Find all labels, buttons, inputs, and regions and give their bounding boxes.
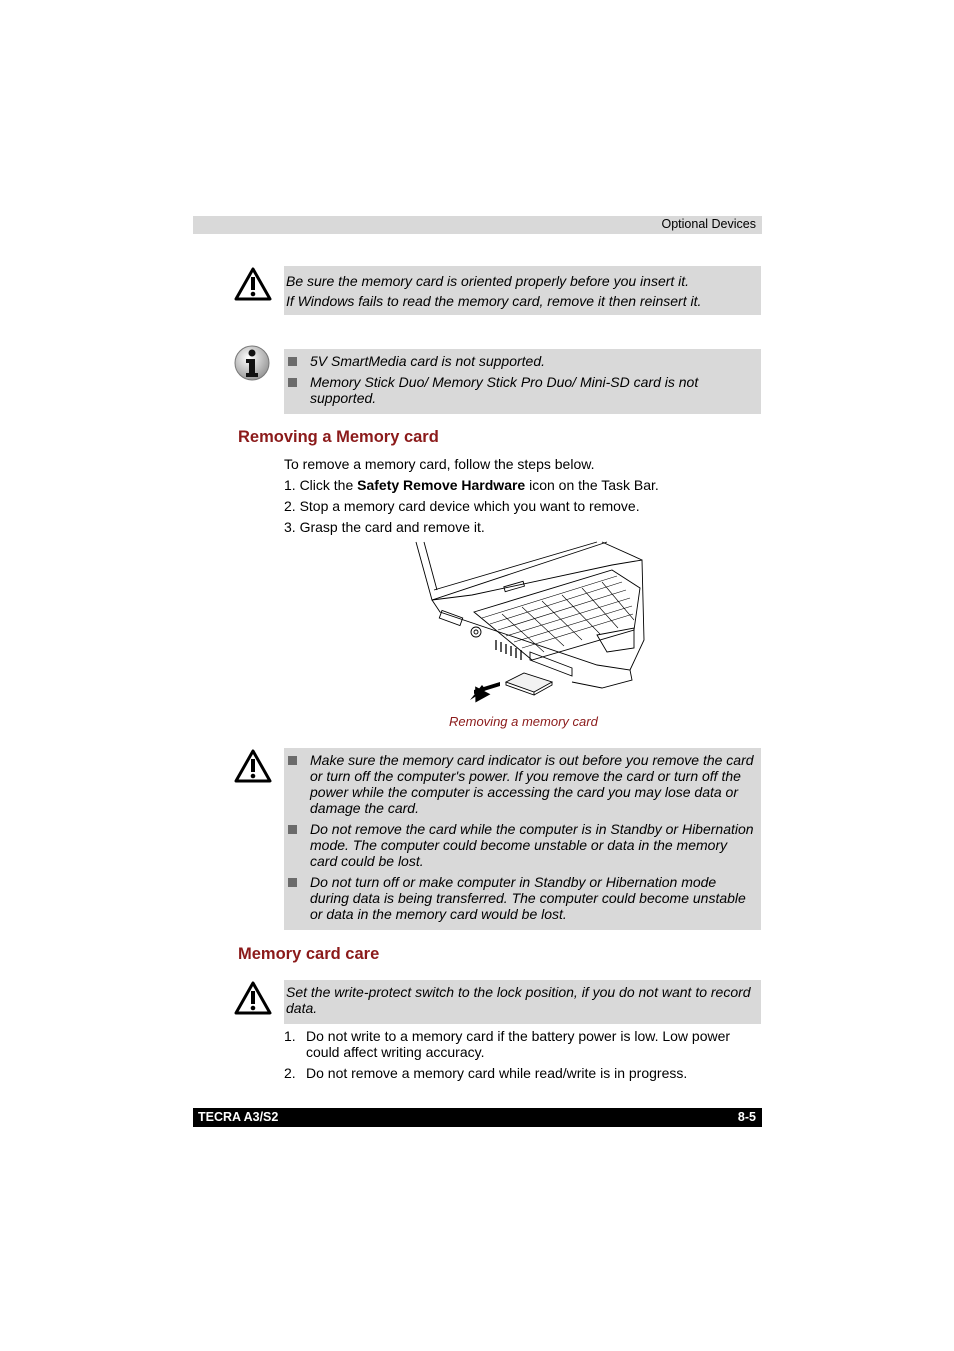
caution-line: If Windows fails to read the memory card, remove it then reinsert it.	[286, 293, 702, 309]
removal-step-3: 3. Grasp the card and remove it.	[284, 519, 485, 535]
caution-box-removal-warnings	[284, 748, 761, 930]
caution-list-item: Make sure the memory card indicator is out before you remove the card or turn off the computer's power. If you remove the card or turn off the power while the computer is accessing the card you may lose data or damage the card.	[286, 752, 758, 816]
caution-write-protect-text: Set the write-protect switch to the lock position, if you do not want to record data.	[286, 984, 751, 1016]
removal-step-2: 2. Stop a memory card device which you want to remove.	[284, 498, 640, 514]
caution-icon	[234, 266, 272, 307]
care-list	[284, 1028, 754, 1081]
removal-steps	[284, 456, 754, 535]
footer-model: TECRA A3/S2	[198, 1110, 279, 1124]
running-header	[193, 216, 762, 234]
caution-box-orientation	[284, 266, 761, 315]
removal-intro: To remove a memory card, follow the steps below.	[284, 456, 595, 472]
bullet-square-icon	[288, 378, 297, 387]
figure-caption: Removing a memory card	[449, 714, 598, 729]
bullet-square-icon	[288, 357, 297, 366]
bullet-square-icon	[288, 756, 297, 765]
section-heading-care: Memory card care	[238, 945, 380, 963]
caution-list-item: Do not turn off or make computer in Standby or Hibernation mode during data is being transferred. The computer could become unstable or data in the memory card would be lost.	[286, 874, 758, 922]
caution-icon	[234, 980, 272, 1021]
caution-list-item: Do not remove the card while the computer is in Standby or Hibernation mode. The computer could become unstable or data in the memory card could be lost.	[286, 821, 758, 869]
info-list-item: Memory Stick Duo/ Memory Stick Pro Duo/ Mini-SD card is not supported.	[286, 374, 706, 406]
info-box-unsupported	[284, 349, 761, 414]
safety-remove-hardware-label: Safety Remove Hardware	[357, 477, 526, 493]
info-list-item: 5V SmartMedia card is not supported.	[286, 353, 706, 369]
caution-icon	[234, 748, 272, 789]
care-list-item: 2. Do not remove a memory card while read/write is in progress.	[284, 1065, 688, 1081]
info-icon	[233, 344, 271, 387]
running-footer	[193, 1108, 762, 1127]
caution-box-write-protect	[284, 980, 761, 1024]
bullet-square-icon	[288, 878, 297, 887]
care-list-item: 1. Do not write to a memory card if the battery power is low. Low power could affect writing accuracy.	[284, 1028, 731, 1060]
page-number: 8-5	[737, 1110, 756, 1124]
caution-line: Be sure the memory card is oriented properly before you insert it.	[286, 273, 690, 289]
laptop-card-removal-illustration	[412, 540, 647, 713]
section-heading-removing: Removing a Memory card	[238, 428, 439, 446]
bullet-square-icon	[288, 825, 297, 834]
header-section-title: Optional Devices	[661, 217, 756, 231]
removal-step-1: 1. Click the Safety Remove Hardware icon on the Task Bar.	[284, 477, 659, 493]
